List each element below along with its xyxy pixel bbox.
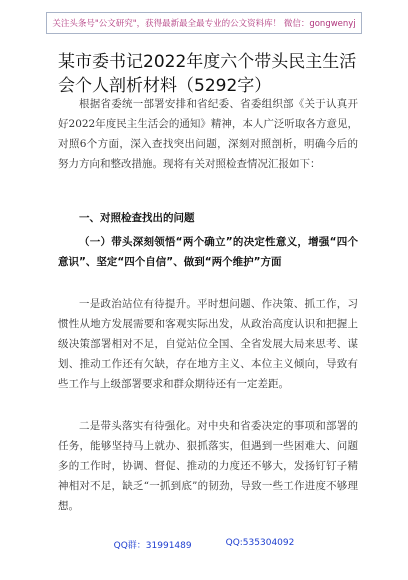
footer-contacts (0, 538, 408, 556)
footer-qq-group: QQ群：31991489 (113, 541, 192, 551)
footer-qq-number: QQ:535304092 (225, 538, 295, 548)
header-notice-box (46, 12, 362, 34)
body-paragraph-1: 一是政治站位有待提升。平时想问题、作决策、抓工作，习惯性从地方发展需要和客观实际出发，从政治高度认识和把握上级决策部署相对不足，自觉站位全国、全省发展大局来思考、谋划、推动工作还有欠缺，存在地方主义、本位主义倾向，导致有些工作与上级部署要求和群众期待还有一定差距。 (58, 298, 358, 390)
document-title: 某市委书记2022年度六个带头民主生活会个人剖析材料（5292字） (58, 52, 357, 96)
section-heading: 一、对照检查找出的问题 (79, 212, 195, 224)
body-paragraph-2: 二是带头落实有待强化。对中央和省委决定的事项和部署的任务，能够坚持马上就办、狠抓落实，但遇到一些困难大、问题多的工作时，协调、督促、推动的力度还不够大，发扬钉钉子精神相对不足，缺乏“一抓到底”的韧劲，导致一些工作进度不够理想。 (58, 420, 358, 512)
header-notice: 关注头条号"公文研究"，获得最新最全最专业的公文资料库！ 微信：gongwenyj (52, 19, 356, 29)
subsection-heading: （一）带头深刻领悟“两个确立”的决定性意义，增强“四个意识”、坚定“四个自信”、做到“两个维护”方面 (58, 236, 358, 268)
intro-paragraph: 根据省委统一部署安排和省纪委、省委组织部《关于认真开好2022年度民主生活会的通知》精神，本人广泛听取各方意见，对照6个方面，深入查找突出问题，深刻对照剖析，明确今后的努力方向和整改措施。现将有关对照检查情况汇报如下： (58, 98, 358, 170)
